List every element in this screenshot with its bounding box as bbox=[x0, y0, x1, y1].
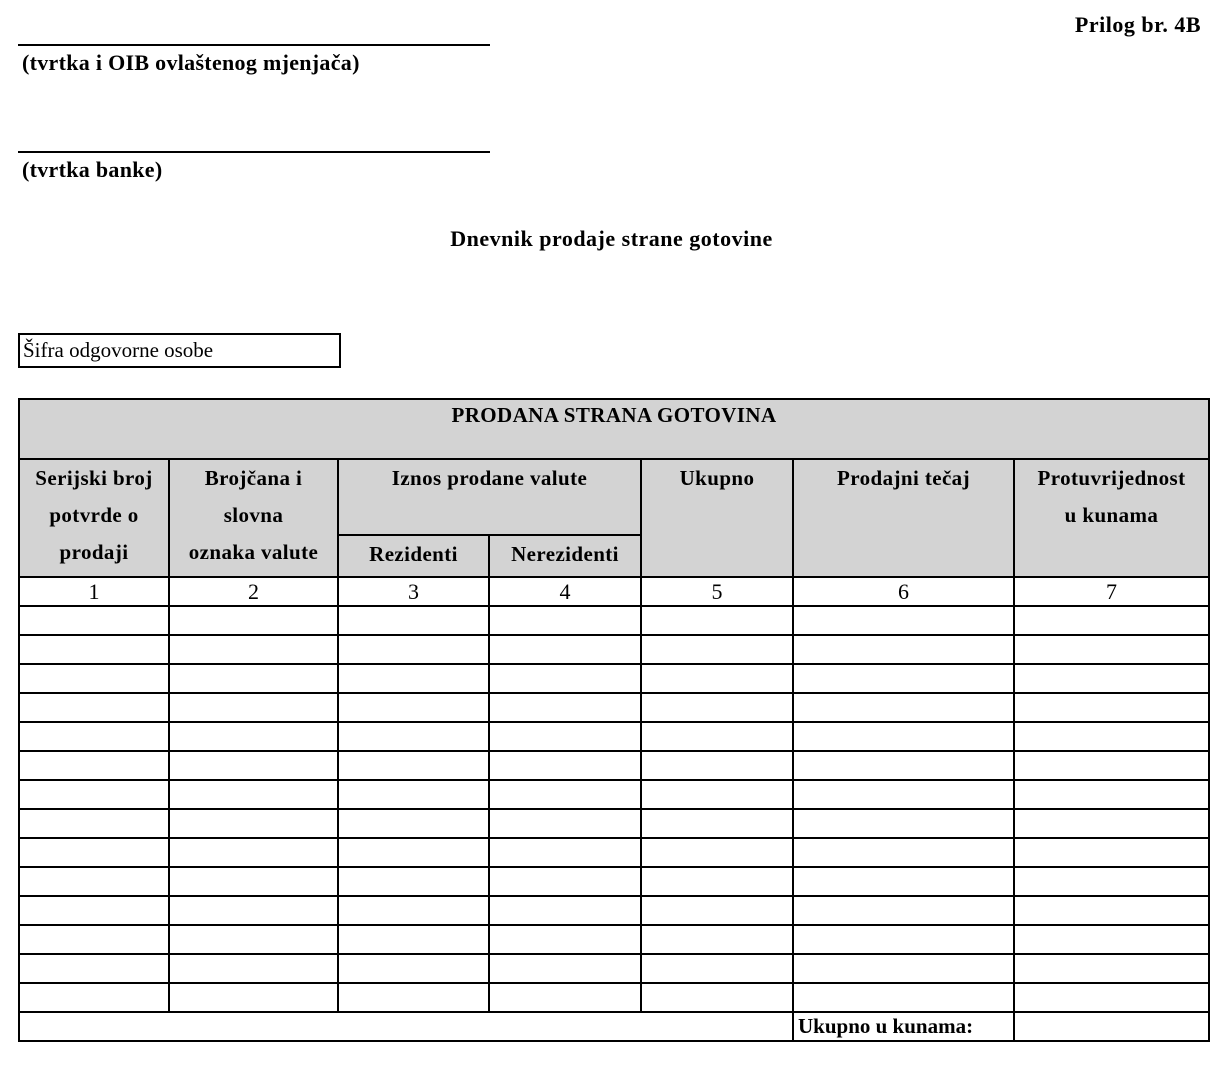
column-number-row bbox=[19, 577, 1209, 606]
table-cell[interactable] bbox=[19, 809, 169, 838]
table-cell[interactable] bbox=[793, 867, 1014, 896]
responsible-code-field[interactable] bbox=[18, 333, 341, 368]
table-row bbox=[19, 664, 1209, 693]
exchanger-signature-line bbox=[18, 44, 490, 46]
table-cell[interactable] bbox=[489, 838, 641, 867]
table-cell[interactable] bbox=[793, 606, 1014, 635]
header-currency-code: Brojčana i slovna oznaka valute bbox=[169, 459, 338, 577]
table-cell[interactable] bbox=[641, 838, 793, 867]
total-blank-cell bbox=[19, 1012, 793, 1041]
table-cell[interactable] bbox=[1014, 693, 1209, 722]
document-title: Dnevnik prodaje strane gotovine bbox=[450, 226, 773, 251]
table-cell[interactable] bbox=[641, 867, 793, 896]
table-cell[interactable] bbox=[1014, 809, 1209, 838]
table-row bbox=[19, 867, 1209, 896]
table-cell[interactable] bbox=[641, 983, 793, 1012]
table-cell[interactable] bbox=[793, 925, 1014, 954]
table-cell[interactable] bbox=[793, 751, 1014, 780]
table-cell[interactable] bbox=[169, 635, 338, 664]
table-cell[interactable] bbox=[489, 780, 641, 809]
table-cell[interactable] bbox=[19, 693, 169, 722]
table-cell[interactable] bbox=[489, 896, 641, 925]
column-number: 3 bbox=[338, 577, 489, 606]
table-cell[interactable] bbox=[1014, 925, 1209, 954]
table-cell[interactable] bbox=[641, 896, 793, 925]
table-cell[interactable] bbox=[338, 693, 489, 722]
table-cell[interactable] bbox=[338, 751, 489, 780]
table-cell[interactable] bbox=[793, 693, 1014, 722]
table-cell[interactable] bbox=[1014, 838, 1209, 867]
table-cell[interactable] bbox=[489, 722, 641, 751]
table-cell[interactable] bbox=[338, 896, 489, 925]
table-cell[interactable] bbox=[793, 983, 1014, 1012]
table-cell[interactable] bbox=[1014, 664, 1209, 693]
table-cell[interactable] bbox=[793, 722, 1014, 751]
bank-label: (tvrtka banke) bbox=[22, 157, 163, 182]
table-row bbox=[19, 896, 1209, 925]
table-cell[interactable] bbox=[1014, 983, 1209, 1012]
table-cell[interactable] bbox=[338, 867, 489, 896]
table-cell[interactable] bbox=[489, 751, 641, 780]
table-cell[interactable] bbox=[19, 867, 169, 896]
table-cell[interactable] bbox=[489, 693, 641, 722]
total-value-cell[interactable] bbox=[1014, 1012, 1209, 1041]
table-cell[interactable] bbox=[169, 867, 338, 896]
table-cell[interactable] bbox=[169, 693, 338, 722]
exchanger-label: (tvrtka i OIB ovlaštenog mjenjača) bbox=[22, 50, 360, 75]
table-main-header: PRODANA STRANA GOTOVINA bbox=[19, 399, 1209, 459]
table-cell[interactable] bbox=[1014, 867, 1209, 896]
table-cell[interactable] bbox=[641, 809, 793, 838]
table-cell[interactable] bbox=[793, 635, 1014, 664]
column-number: 7 bbox=[1014, 577, 1209, 606]
table-cell[interactable] bbox=[641, 693, 793, 722]
header-counter-value: Protuvrijednost u kunama bbox=[1014, 459, 1209, 577]
table-cell[interactable] bbox=[793, 664, 1014, 693]
header-serial-number: Serijski broj potvrde o prodaji bbox=[19, 459, 169, 577]
table-cell[interactable] bbox=[169, 925, 338, 954]
table-cell[interactable] bbox=[641, 722, 793, 751]
table-cell[interactable] bbox=[1014, 780, 1209, 809]
table-cell[interactable] bbox=[19, 780, 169, 809]
header-nonresidents: Nerezidenti bbox=[489, 535, 641, 577]
table-cell[interactable] bbox=[793, 780, 1014, 809]
table-cell[interactable] bbox=[338, 809, 489, 838]
table-cell[interactable] bbox=[169, 606, 338, 635]
table-cell[interactable] bbox=[338, 780, 489, 809]
annex-number: Prilog br. 4B bbox=[1074, 12, 1201, 37]
table-cell[interactable] bbox=[169, 954, 338, 983]
table-row bbox=[19, 606, 1209, 635]
table-cell[interactable] bbox=[489, 983, 641, 1012]
table-cell[interactable] bbox=[641, 606, 793, 635]
table-cell[interactable] bbox=[1014, 722, 1209, 751]
table-cell[interactable] bbox=[169, 664, 338, 693]
table-row bbox=[19, 983, 1209, 1012]
total-label: Ukupno u kunama: bbox=[793, 1012, 1014, 1041]
table-cell[interactable] bbox=[19, 606, 169, 635]
table-cell[interactable] bbox=[19, 722, 169, 751]
table-row bbox=[19, 751, 1209, 780]
table-cell[interactable] bbox=[338, 925, 489, 954]
table-cell[interactable] bbox=[169, 751, 338, 780]
table-cell[interactable] bbox=[489, 664, 641, 693]
table-cell[interactable] bbox=[641, 664, 793, 693]
header-total: Ukupno bbox=[641, 459, 793, 577]
table-cell[interactable] bbox=[793, 809, 1014, 838]
table-cell[interactable] bbox=[338, 954, 489, 983]
table-row bbox=[19, 635, 1209, 664]
table-cell[interactable] bbox=[1014, 635, 1209, 664]
table-cell[interactable] bbox=[1014, 606, 1209, 635]
column-number: 4 bbox=[489, 577, 641, 606]
table-cell[interactable] bbox=[338, 983, 489, 1012]
table-cell[interactable] bbox=[641, 780, 793, 809]
table-cell[interactable] bbox=[338, 606, 489, 635]
table-cell[interactable] bbox=[489, 925, 641, 954]
column-number: 5 bbox=[641, 577, 793, 606]
header-residents: Rezidenti bbox=[338, 535, 489, 577]
total-row bbox=[19, 1012, 1209, 1041]
table-row bbox=[19, 838, 1209, 867]
table-cell[interactable] bbox=[19, 896, 169, 925]
table-cell[interactable] bbox=[641, 751, 793, 780]
table-row bbox=[19, 693, 1209, 722]
table-cell[interactable] bbox=[19, 954, 169, 983]
column-number: 2 bbox=[169, 577, 338, 606]
table-cell[interactable] bbox=[169, 838, 338, 867]
table-row bbox=[19, 954, 1209, 983]
table-cell[interactable] bbox=[19, 751, 169, 780]
table-cell[interactable] bbox=[169, 780, 338, 809]
table-cell[interactable] bbox=[338, 664, 489, 693]
table-cell[interactable] bbox=[793, 838, 1014, 867]
column-number: 1 bbox=[19, 577, 169, 606]
table-cell[interactable] bbox=[169, 809, 338, 838]
table-cell[interactable] bbox=[489, 606, 641, 635]
column-number: 6 bbox=[793, 577, 1014, 606]
table-cell[interactable] bbox=[793, 896, 1014, 925]
table-row bbox=[19, 780, 1209, 809]
table-cell[interactable] bbox=[19, 983, 169, 1012]
table-cell[interactable] bbox=[641, 925, 793, 954]
table-cell[interactable] bbox=[338, 838, 489, 867]
table-cell[interactable] bbox=[489, 954, 641, 983]
table-row bbox=[19, 809, 1209, 838]
table-cell[interactable] bbox=[338, 635, 489, 664]
responsible-code-label: Šifra odgovorne osobe bbox=[23, 338, 214, 362]
table-cell[interactable] bbox=[19, 838, 169, 867]
table-cell[interactable] bbox=[19, 664, 169, 693]
header-selling-rate: Prodajni tečaj bbox=[793, 459, 1014, 577]
table-row bbox=[19, 925, 1209, 954]
table-cell[interactable] bbox=[641, 635, 793, 664]
table-cell[interactable] bbox=[793, 954, 1014, 983]
table-cell[interactable] bbox=[489, 635, 641, 664]
table-cell[interactable] bbox=[1014, 751, 1209, 780]
header-amount-sold: Iznos prodane valute bbox=[338, 459, 641, 535]
table-cell[interactable] bbox=[169, 896, 338, 925]
table-cell[interactable] bbox=[19, 635, 169, 664]
table-cell[interactable] bbox=[19, 925, 169, 954]
sales-table bbox=[18, 398, 1210, 1042]
table-cell[interactable] bbox=[489, 867, 641, 896]
table-row bbox=[19, 722, 1209, 751]
table-cell[interactable] bbox=[338, 722, 489, 751]
table-cell[interactable] bbox=[1014, 954, 1209, 983]
table-cell[interactable] bbox=[641, 954, 793, 983]
bank-signature-line bbox=[18, 151, 490, 153]
table-cell[interactable] bbox=[169, 722, 338, 751]
table-cell[interactable] bbox=[1014, 896, 1209, 925]
table-cell[interactable] bbox=[169, 983, 338, 1012]
table-cell[interactable] bbox=[489, 809, 641, 838]
